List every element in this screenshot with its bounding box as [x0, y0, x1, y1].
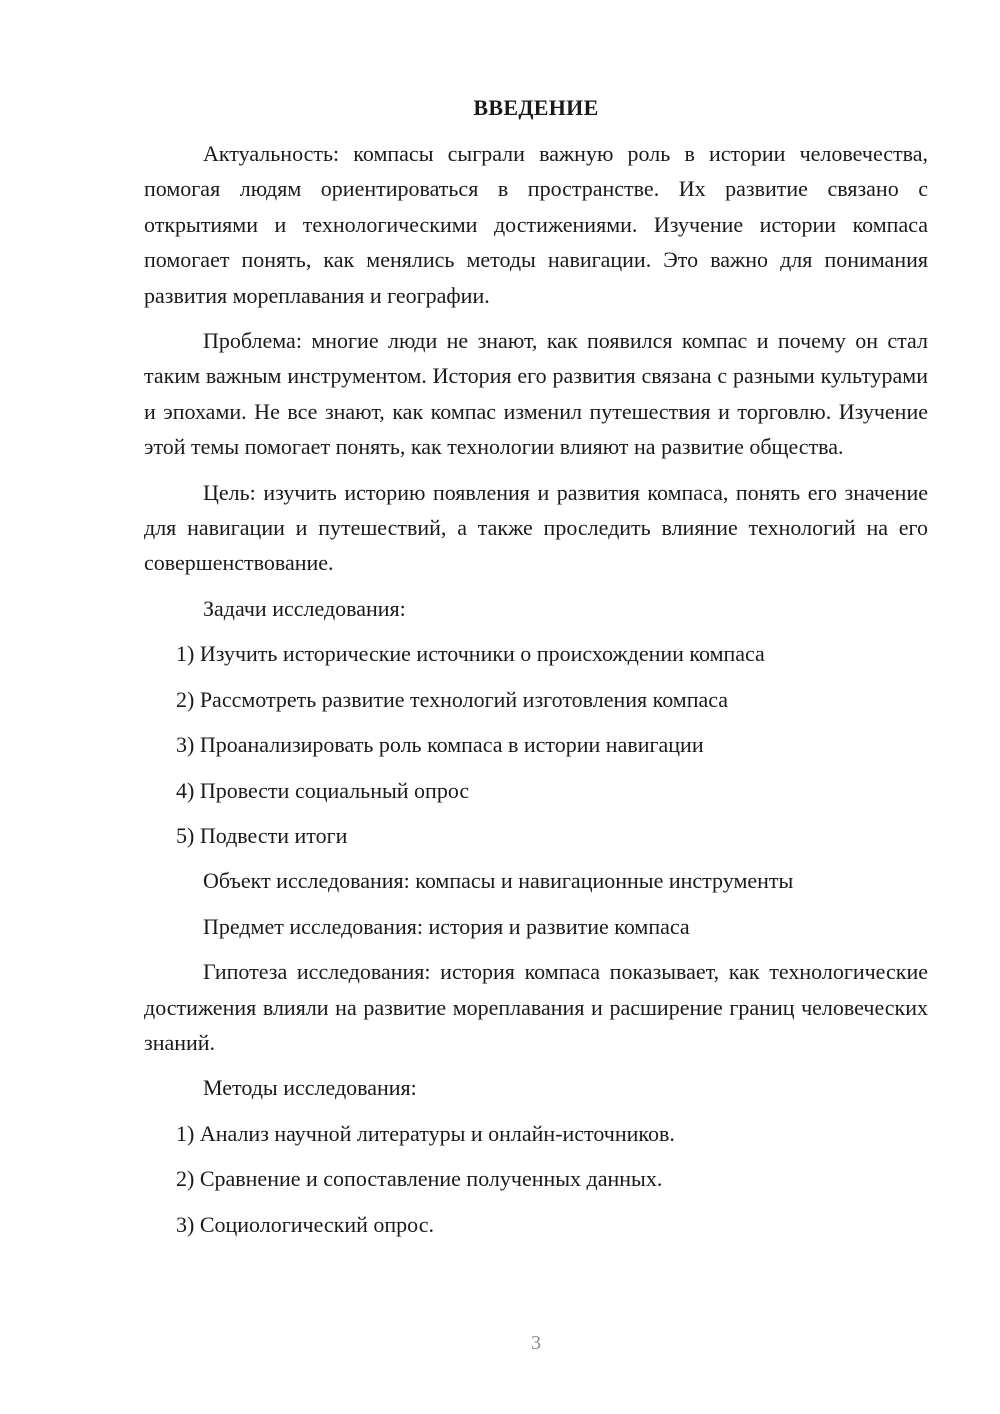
list-item: 4) Провести социальный опрос	[176, 777, 470, 803]
problem-paragraph: Проблема: многие люди не знают, как появился компас и почему он стал таким важным инструментом. История его развития связана с разными культурами и эпохами. Не все знают, как компас изменил путешествия и торговлю. Изучение этой темы помогает понять, как технологии влияют на развитие общества.	[144, 328, 928, 460]
document-page	[144, 88, 928, 1252]
tasks-title: Задачи исследования:	[203, 595, 406, 621]
list-item: 1) Изучить исторические источники о происхождении компаса	[176, 641, 765, 667]
list-item: 2) Рассмотреть развитие технологий изготовления компаса	[176, 686, 729, 712]
list-item: 3) Социологический опрос.	[176, 1211, 434, 1237]
list-item: 5) Подвести итоги	[176, 822, 348, 848]
list-item: 1) Анализ научной литературы и онлайн-источников.	[176, 1120, 675, 1146]
tasks-list	[144, 636, 928, 853]
relevance-paragraph: Актуальность: компасы сыграли важную роль в истории человечества, помогая людям ориентироваться в пространстве. Их развитие связано с открытиями и технологическими достижениями. Изучение истории компаса помогает понять, как менялись методы навигации. Это важно для понимания развития мореплавания и географии.	[144, 141, 928, 308]
list-item: 2) Сравнение и сопоставление полученных данных.	[176, 1166, 663, 1192]
list-item: 3) Проанализировать роль компаса в истории навигации	[176, 732, 704, 758]
methods-title: Методы исследования:	[203, 1075, 417, 1101]
goal-paragraph: Цель: изучить историю появления и развития компаса, понять его значение для навигации и путешествий, а также проследить влияние технологий на его совершенствование.	[144, 479, 928, 576]
page-number: 3	[531, 1332, 541, 1354]
object-line: Объект исследования: компасы и навигационные инструменты	[203, 868, 794, 894]
section-heading: ВВЕДЕНИЕ	[473, 95, 599, 120]
methods-list	[144, 1116, 928, 1242]
subject-line: Предмет исследования: история и развитие компаса	[203, 913, 690, 939]
hypothesis-paragraph: Гипотеза исследования: история компаса показывает, как технологические достижения влияли на развитие мореплавания и расширение границ человеческих знаний.	[144, 959, 928, 1055]
